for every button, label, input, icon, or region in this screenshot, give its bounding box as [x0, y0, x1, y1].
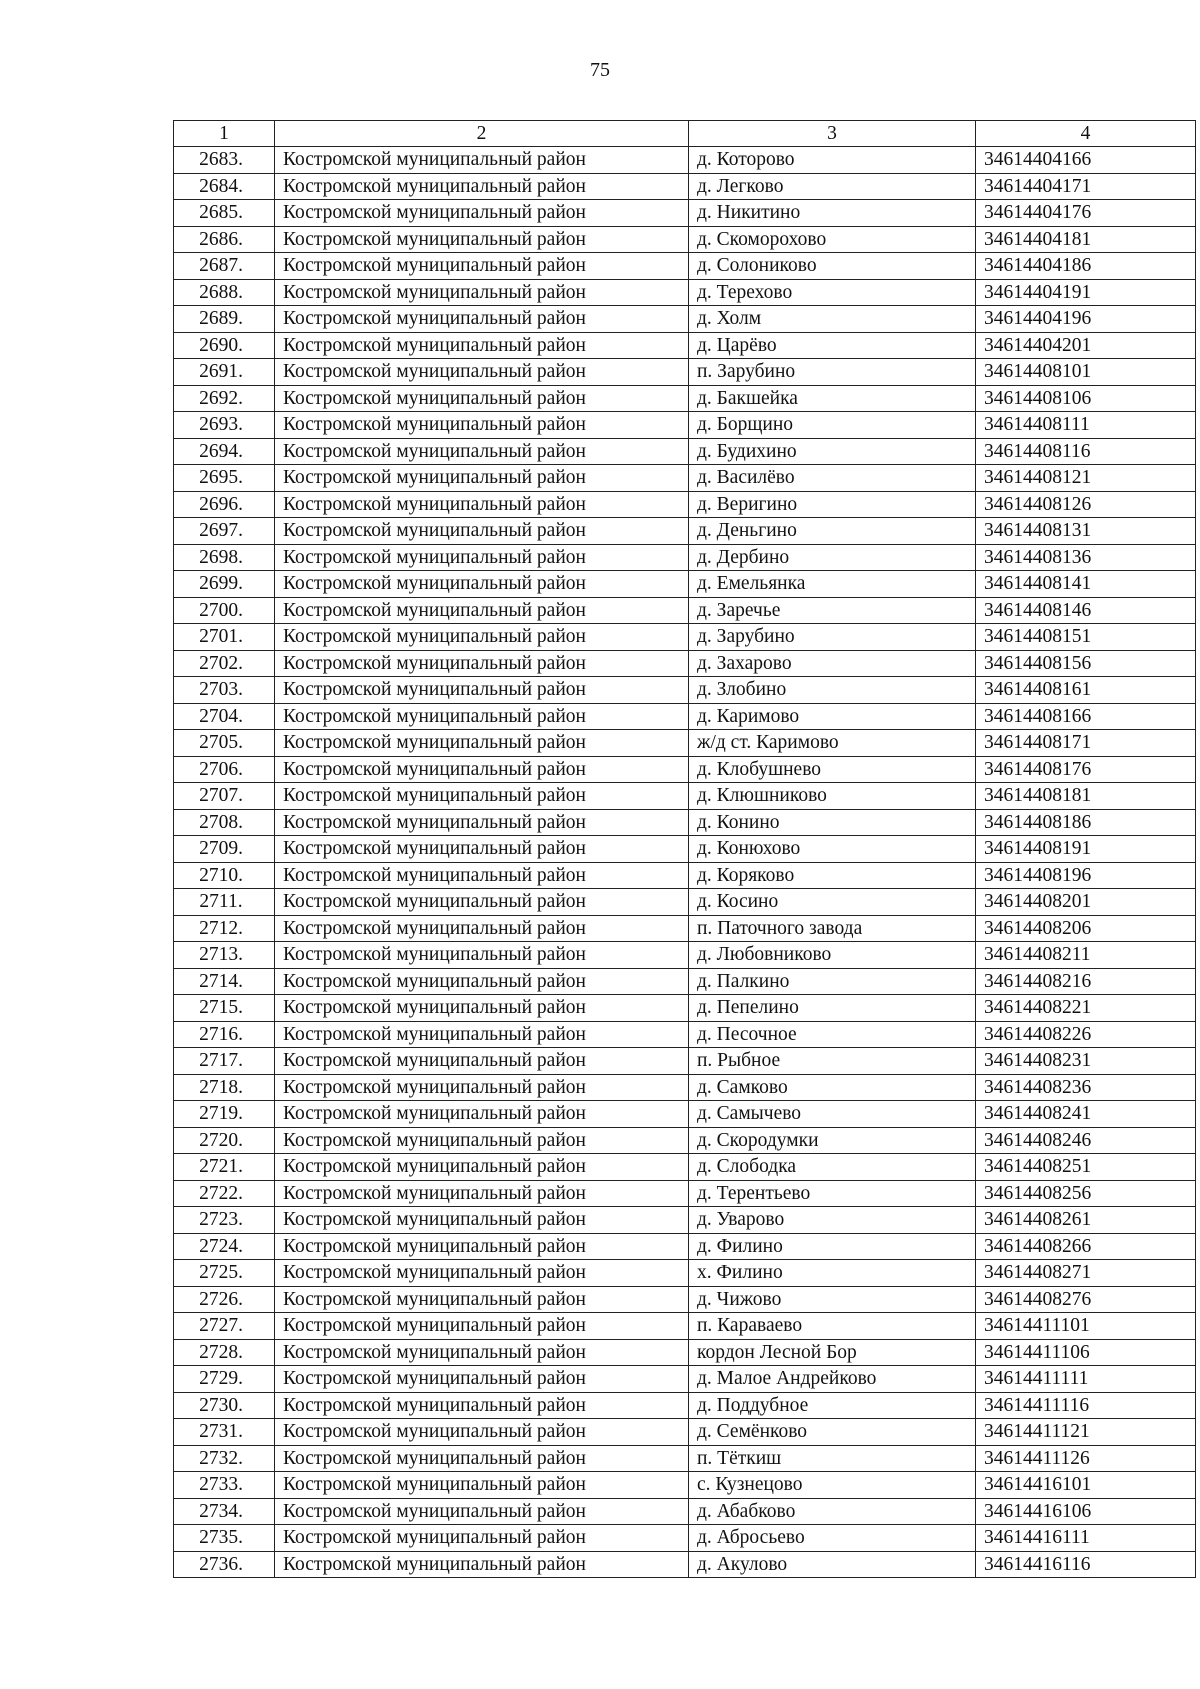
code-cell: 34614416106	[976, 1498, 1196, 1525]
code-cell: 34614408246	[976, 1127, 1196, 1154]
row-number-cell: 2702.	[174, 650, 275, 677]
table-body	[174, 147, 1196, 1578]
settlement-cell: д. Василёво	[689, 465, 976, 492]
row-number-cell: 2736.	[174, 1551, 275, 1578]
code-cell: 34614408186	[976, 809, 1196, 836]
district-cell: Костромской муниципальный район	[275, 306, 689, 333]
settlement-cell: д. Терентьево	[689, 1180, 976, 1207]
district-cell: Костромской муниципальный район	[275, 995, 689, 1022]
row-number-cell: 2705.	[174, 730, 275, 757]
table-row	[174, 1180, 1196, 1207]
table-row	[174, 995, 1196, 1022]
settlement-cell: д. Самычево	[689, 1101, 976, 1128]
district-cell: Костромской муниципальный район	[275, 1074, 689, 1101]
table-row	[174, 1021, 1196, 1048]
row-number-cell: 2709.	[174, 836, 275, 863]
settlement-cell: д. Палкино	[689, 968, 976, 995]
table-row	[174, 332, 1196, 359]
row-number-cell: 2734.	[174, 1498, 275, 1525]
settlement-cell: п. Паточного завода	[689, 915, 976, 942]
code-cell: 34614408236	[976, 1074, 1196, 1101]
code-cell: 34614408101	[976, 359, 1196, 386]
code-cell: 34614416101	[976, 1472, 1196, 1499]
district-cell: Костромской муниципальный район	[275, 1419, 689, 1446]
district-cell: Костромской муниципальный район	[275, 518, 689, 545]
district-cell: Костромской муниципальный район	[275, 1048, 689, 1075]
settlement-cell: д. Будихино	[689, 438, 976, 465]
table-row	[174, 730, 1196, 757]
table-row	[174, 173, 1196, 200]
settlement-cell: д. Холм	[689, 306, 976, 333]
column-header-district: 2	[275, 121, 689, 147]
row-number-cell: 2699.	[174, 571, 275, 598]
district-cell: Костромской муниципальный район	[275, 862, 689, 889]
code-cell: 34614408156	[976, 650, 1196, 677]
row-number-cell: 2687.	[174, 253, 275, 280]
code-cell: 34614408141	[976, 571, 1196, 598]
code-cell: 34614408226	[976, 1021, 1196, 1048]
table-row	[174, 1551, 1196, 1578]
row-number-cell: 2683.	[174, 147, 275, 174]
row-number-cell: 2707.	[174, 783, 275, 810]
settlement-cell: д. Солониково	[689, 253, 976, 280]
table-row	[174, 624, 1196, 651]
row-number-cell: 2730.	[174, 1392, 275, 1419]
code-cell: 34614408221	[976, 995, 1196, 1022]
settlement-cell: д. Филино	[689, 1233, 976, 1260]
table-row	[174, 1472, 1196, 1499]
code-cell: 34614411126	[976, 1445, 1196, 1472]
row-number-cell: 2726.	[174, 1286, 275, 1313]
district-cell: Костромской муниципальный район	[275, 942, 689, 969]
code-cell: 34614408166	[976, 703, 1196, 730]
settlement-cell: д. Самково	[689, 1074, 976, 1101]
row-number-cell: 2728.	[174, 1339, 275, 1366]
district-cell: Костромской муниципальный район	[275, 624, 689, 651]
row-number-cell: 2716.	[174, 1021, 275, 1048]
table-row	[174, 889, 1196, 916]
row-number-cell: 2693.	[174, 412, 275, 439]
table-row	[174, 1339, 1196, 1366]
row-number-cell: 2685.	[174, 200, 275, 227]
row-number-cell: 2686.	[174, 226, 275, 253]
table-row	[174, 783, 1196, 810]
row-number-cell: 2729.	[174, 1366, 275, 1393]
settlement-cell: д. Скородумки	[689, 1127, 976, 1154]
district-cell: Костромской муниципальный район	[275, 1551, 689, 1578]
table-row	[174, 862, 1196, 889]
settlement-cell: д. Заречье	[689, 597, 976, 624]
code-cell: 34614408271	[976, 1260, 1196, 1287]
row-number-cell: 2733.	[174, 1472, 275, 1499]
district-cell: Костромской муниципальный район	[275, 1445, 689, 1472]
code-cell: 34614404181	[976, 226, 1196, 253]
table-row	[174, 597, 1196, 624]
table-row	[174, 650, 1196, 677]
table-row	[174, 677, 1196, 704]
code-cell: 34614404166	[976, 147, 1196, 174]
table-header	[174, 121, 1196, 147]
settlement-cell: д. Клобушнево	[689, 756, 976, 783]
district-cell: Костромской муниципальный район	[275, 1021, 689, 1048]
code-cell: 34614408256	[976, 1180, 1196, 1207]
district-cell: Костромской муниципальный район	[275, 703, 689, 730]
row-number-cell: 2703.	[174, 677, 275, 704]
code-cell: 34614408201	[976, 889, 1196, 916]
settlement-cell: кордон Лесной Бор	[689, 1339, 976, 1366]
district-cell: Костромской муниципальный район	[275, 1392, 689, 1419]
row-number-cell: 2688.	[174, 279, 275, 306]
settlement-cell: д. Скоморохово	[689, 226, 976, 253]
district-cell: Костромской муниципальный район	[275, 836, 689, 863]
district-cell: Костромской муниципальный район	[275, 200, 689, 227]
row-number-cell: 2732.	[174, 1445, 275, 1472]
settlement-cell: д. Зарубино	[689, 624, 976, 651]
table-row	[174, 1286, 1196, 1313]
settlement-cell: х. Филино	[689, 1260, 976, 1287]
table-row	[174, 1445, 1196, 1472]
row-number-cell: 2720.	[174, 1127, 275, 1154]
code-cell: 34614404196	[976, 306, 1196, 333]
district-cell: Костромской муниципальный район	[275, 1154, 689, 1181]
district-cell: Костромской муниципальный район	[275, 412, 689, 439]
settlement-cell: д. Захарово	[689, 650, 976, 677]
code-cell: 34614411116	[976, 1392, 1196, 1419]
settlement-cell: с. Кузнецово	[689, 1472, 976, 1499]
settlement-cell: п. Тёткиш	[689, 1445, 976, 1472]
table-row	[174, 1313, 1196, 1340]
district-cell: Костромской муниципальный район	[275, 1472, 689, 1499]
table-row	[174, 412, 1196, 439]
row-number-cell: 2724.	[174, 1233, 275, 1260]
row-number-cell: 2692.	[174, 385, 275, 412]
district-cell: Костромской муниципальный район	[275, 1339, 689, 1366]
district-cell: Костромской муниципальный район	[275, 915, 689, 942]
settlement-cell: д. Царёво	[689, 332, 976, 359]
column-header-code: 4	[976, 121, 1196, 147]
district-cell: Костромской муниципальный район	[275, 1366, 689, 1393]
row-number-cell: 2710.	[174, 862, 275, 889]
settlement-cell: д. Деньгино	[689, 518, 976, 545]
settlement-cell: д. Малое Андрейково	[689, 1366, 976, 1393]
code-cell: 34614408121	[976, 465, 1196, 492]
table-row	[174, 915, 1196, 942]
table-row	[174, 942, 1196, 969]
code-cell: 34614411111	[976, 1366, 1196, 1393]
table-row	[174, 544, 1196, 571]
table-row	[174, 253, 1196, 280]
table-row	[174, 518, 1196, 545]
settlement-cell: д. Конино	[689, 809, 976, 836]
settlement-cell: д. Емельянка	[689, 571, 976, 598]
row-number-cell: 2706.	[174, 756, 275, 783]
row-number-cell: 2713.	[174, 942, 275, 969]
code-cell: 34614408161	[976, 677, 1196, 704]
row-number-cell: 2697.	[174, 518, 275, 545]
table-row	[174, 1260, 1196, 1287]
table-row	[174, 147, 1196, 174]
settlement-cell: д. Бакшейка	[689, 385, 976, 412]
district-cell: Костромской муниципальный район	[275, 809, 689, 836]
settlement-cell: д. Злобино	[689, 677, 976, 704]
settlement-cell: д. Пепелино	[689, 995, 976, 1022]
row-number-cell: 2712.	[174, 915, 275, 942]
district-cell: Костромской муниципальный район	[275, 279, 689, 306]
table-row	[174, 1419, 1196, 1446]
table-row	[174, 1392, 1196, 1419]
settlement-cell: д. Абабково	[689, 1498, 976, 1525]
settlement-cell: д. Уварово	[689, 1207, 976, 1234]
code-cell: 34614411106	[976, 1339, 1196, 1366]
district-cell: Костромской муниципальный район	[275, 465, 689, 492]
table-row	[174, 279, 1196, 306]
district-cell: Костромской муниципальный район	[275, 359, 689, 386]
row-number-cell: 2721.	[174, 1154, 275, 1181]
table-row	[174, 306, 1196, 333]
code-cell: 34614416111	[976, 1525, 1196, 1552]
table-row	[174, 491, 1196, 518]
table-row	[174, 1074, 1196, 1101]
district-cell: Костромской муниципальный район	[275, 1101, 689, 1128]
settlement-cell: п. Рыбное	[689, 1048, 976, 1075]
district-cell: Костромской муниципальный район	[275, 332, 689, 359]
row-number-cell: 2701.	[174, 624, 275, 651]
district-cell: Костромской муниципальный район	[275, 438, 689, 465]
row-number-cell: 2715.	[174, 995, 275, 1022]
code-cell: 34614404186	[976, 253, 1196, 280]
column-header-settlement: 3	[689, 121, 976, 147]
district-cell: Костромской муниципальный район	[275, 889, 689, 916]
settlement-cell: д. Каримово	[689, 703, 976, 730]
code-cell: 34614408206	[976, 915, 1196, 942]
district-cell: Костромской муниципальный район	[275, 1233, 689, 1260]
row-number-cell: 2708.	[174, 809, 275, 836]
code-cell: 34614408111	[976, 412, 1196, 439]
code-cell: 34614408216	[976, 968, 1196, 995]
code-cell: 34614408231	[976, 1048, 1196, 1075]
table-row	[174, 1207, 1196, 1234]
code-cell: 34614408131	[976, 518, 1196, 545]
table-row	[174, 756, 1196, 783]
header-row	[174, 121, 1196, 147]
settlement-cell: д. Конюхово	[689, 836, 976, 863]
district-cell: Костромской муниципальный район	[275, 650, 689, 677]
settlements-table	[173, 120, 1196, 1578]
settlement-cell: п. Зарубино	[689, 359, 976, 386]
settlement-cell: д. Семёнково	[689, 1419, 976, 1446]
table-row	[174, 809, 1196, 836]
column-header-number: 1	[174, 121, 275, 147]
row-number-cell: 2725.	[174, 1260, 275, 1287]
district-cell: Костромской муниципальный район	[275, 147, 689, 174]
code-cell: 34614408266	[976, 1233, 1196, 1260]
table-row	[174, 571, 1196, 598]
district-cell: Костромской муниципальный район	[275, 544, 689, 571]
settlement-cell: д. Песочное	[689, 1021, 976, 1048]
settlement-cell: д. Акулово	[689, 1551, 976, 1578]
code-cell: 34614408241	[976, 1101, 1196, 1128]
code-cell: 34614408126	[976, 491, 1196, 518]
settlement-cell: п. Караваево	[689, 1313, 976, 1340]
row-number-cell: 2718.	[174, 1074, 275, 1101]
code-cell: 34614408191	[976, 836, 1196, 863]
row-number-cell: 2722.	[174, 1180, 275, 1207]
table-row	[174, 465, 1196, 492]
district-cell: Костромской муниципальный район	[275, 730, 689, 757]
district-cell: Костромской муниципальный район	[275, 1260, 689, 1287]
code-cell: 34614411121	[976, 1419, 1196, 1446]
row-number-cell: 2735.	[174, 1525, 275, 1552]
code-cell: 34614408261	[976, 1207, 1196, 1234]
district-cell: Костромской муниципальный район	[275, 783, 689, 810]
table-row	[174, 703, 1196, 730]
settlement-cell: ж/д ст. Каримово	[689, 730, 976, 757]
settlement-cell: д. Абросьево	[689, 1525, 976, 1552]
code-cell: 34614404201	[976, 332, 1196, 359]
row-number-cell: 2690.	[174, 332, 275, 359]
code-cell: 34614408176	[976, 756, 1196, 783]
district-cell: Костромской муниципальный район	[275, 173, 689, 200]
table-row	[174, 1366, 1196, 1393]
row-number-cell: 2719.	[174, 1101, 275, 1128]
code-cell: 34614408211	[976, 942, 1196, 969]
district-cell: Костромской муниципальный район	[275, 1313, 689, 1340]
row-number-cell: 2714.	[174, 968, 275, 995]
table-row	[174, 438, 1196, 465]
code-cell: 34614408106	[976, 385, 1196, 412]
settlement-cell: д. Дербино	[689, 544, 976, 571]
settlement-cell: д. Веригино	[689, 491, 976, 518]
table-row	[174, 200, 1196, 227]
settlement-cell: д. Легково	[689, 173, 976, 200]
code-cell: 34614411101	[976, 1313, 1196, 1340]
row-number-cell: 2695.	[174, 465, 275, 492]
table-row	[174, 1048, 1196, 1075]
table-row	[174, 1101, 1196, 1128]
code-cell: 34614408181	[976, 783, 1196, 810]
settlement-cell: д. Борщино	[689, 412, 976, 439]
row-number-cell: 2704.	[174, 703, 275, 730]
code-cell: 34614408146	[976, 597, 1196, 624]
row-number-cell: 2727.	[174, 1313, 275, 1340]
table-row	[174, 226, 1196, 253]
code-cell: 34614408251	[976, 1154, 1196, 1181]
row-number-cell: 2711.	[174, 889, 275, 916]
table-row	[174, 968, 1196, 995]
row-number-cell: 2731.	[174, 1419, 275, 1446]
row-number-cell: 2700.	[174, 597, 275, 624]
settlement-cell: д. Коряково	[689, 862, 976, 889]
table-row	[174, 836, 1196, 863]
district-cell: Костромской муниципальный район	[275, 968, 689, 995]
settlement-cell: д. Терехово	[689, 279, 976, 306]
row-number-cell: 2689.	[174, 306, 275, 333]
row-number-cell: 2691.	[174, 359, 275, 386]
district-cell: Костромской муниципальный район	[275, 226, 689, 253]
table-row	[174, 1154, 1196, 1181]
district-cell: Костромской муниципальный район	[275, 385, 689, 412]
row-number-cell: 2698.	[174, 544, 275, 571]
table-row	[174, 359, 1196, 386]
table-row	[174, 385, 1196, 412]
district-cell: Костромской муниципальный район	[275, 1207, 689, 1234]
page-number: 75	[590, 59, 610, 81]
table-row	[174, 1525, 1196, 1552]
code-cell: 34614408276	[976, 1286, 1196, 1313]
settlement-cell: д. Поддубное	[689, 1392, 976, 1419]
settlement-cell: д. Косино	[689, 889, 976, 916]
district-cell: Костромской муниципальный район	[275, 1180, 689, 1207]
district-cell: Костромской муниципальный район	[275, 756, 689, 783]
row-number-cell: 2723.	[174, 1207, 275, 1234]
district-cell: Костромской муниципальный район	[275, 1525, 689, 1552]
row-number-cell: 2684.	[174, 173, 275, 200]
table-row	[174, 1498, 1196, 1525]
code-cell: 34614408116	[976, 438, 1196, 465]
district-cell: Костромской муниципальный район	[275, 677, 689, 704]
table-row	[174, 1127, 1196, 1154]
district-cell: Костромской муниципальный район	[275, 1498, 689, 1525]
district-cell: Костромской муниципальный район	[275, 1127, 689, 1154]
settlement-cell: д. Которово	[689, 147, 976, 174]
district-cell: Костромской муниципальный район	[275, 1286, 689, 1313]
district-cell: Костромской муниципальный район	[275, 597, 689, 624]
code-cell: 34614408151	[976, 624, 1196, 651]
code-cell: 34614404176	[976, 200, 1196, 227]
settlement-cell: д. Никитино	[689, 200, 976, 227]
district-cell: Костромской муниципальный район	[275, 253, 689, 280]
settlement-cell: д. Чижово	[689, 1286, 976, 1313]
district-cell: Костромской муниципальный район	[275, 491, 689, 518]
code-cell: 34614408196	[976, 862, 1196, 889]
settlement-cell: д. Слободка	[689, 1154, 976, 1181]
row-number-cell: 2717.	[174, 1048, 275, 1075]
row-number-cell: 2694.	[174, 438, 275, 465]
code-cell: 34614404171	[976, 173, 1196, 200]
code-cell: 34614408171	[976, 730, 1196, 757]
code-cell: 34614404191	[976, 279, 1196, 306]
code-cell: 34614416116	[976, 1551, 1196, 1578]
table-row	[174, 1233, 1196, 1260]
district-cell: Костромской муниципальный район	[275, 571, 689, 598]
settlement-cell: д. Клюшниково	[689, 783, 976, 810]
code-cell: 34614408136	[976, 544, 1196, 571]
row-number-cell: 2696.	[174, 491, 275, 518]
settlement-cell: д. Любовниково	[689, 942, 976, 969]
